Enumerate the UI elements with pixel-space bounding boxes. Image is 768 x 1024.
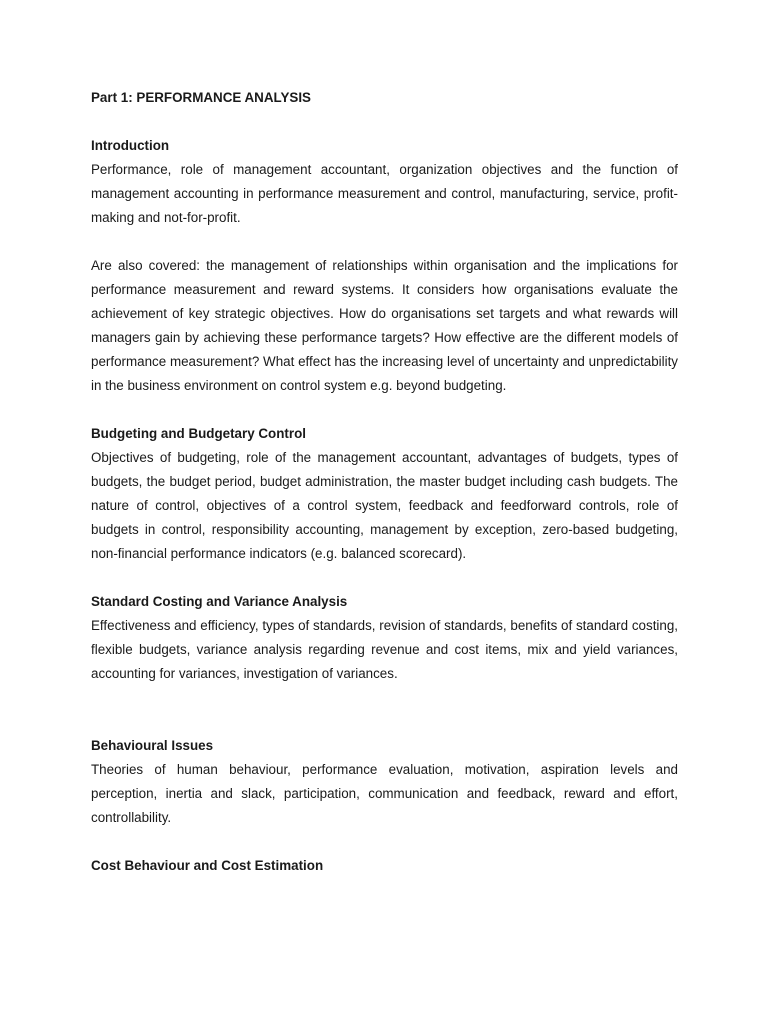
section-budgeting: [91, 422, 678, 566]
section-heading: Behavioural Issues: [91, 738, 214, 753]
section-cost-behaviour: [91, 854, 678, 878]
section-introduction: [91, 134, 678, 398]
section-heading: Cost Behaviour and Cost Estimation: [91, 858, 324, 873]
section-heading: Standard Costing and Variance Analysis: [91, 594, 348, 609]
section-standard-costing: [91, 590, 678, 686]
section-heading: Budgeting and Budgetary Control: [91, 426, 306, 441]
section-paragraph: Objectives of budgeting, role of the management accountant, advantages of budgets, types of budgets, the budget period, budget administration, the master budget including cash budgets. The nature of control, objectives of a control system, feedback and feedforward controls, role of budgets in control, responsibility accounting, management by exception, zero-based budgeting, non-financial performance indicators (e.g. balanced scorecard).: [91, 450, 678, 561]
section-heading: Introduction: [91, 138, 170, 153]
part-title: Part 1: PERFORMANCE ANALYSIS: [91, 90, 311, 105]
section-paragraph: Effectiveness and efficiency, types of standards, revision of standards, benefits of standard costing, flexible budgets, variance analysis regarding revenue and cost items, mix and yield variances, accounting for variances, investigation of variances.: [91, 618, 678, 681]
section-behavioural-issues: [91, 734, 678, 830]
section-paragraph: Theories of human behaviour, performance evaluation, motivation, aspiration levels and perception, inertia and slack, participation, communication and feedback, reward and effort, controllability.: [91, 762, 678, 825]
section-paragraph: Performance, role of management accountant, organization objectives and the function of management accounting in performance measurement and control, manufacturing, service, profit-making and not-for-profit.: [91, 162, 678, 225]
section-paragraph: Are also covered: the management of relationships within organisation and the implications for performance measurement and reward systems. It considers how organisations evaluate the achievement of key strategic objectives. How do organisations set targets and what rewards will managers gain by achieving these performance targets? How effective are the different models of performance measurement? What effect has the increasing level of uncertainty and unpredictability in the business environment on control system e.g. beyond budgeting.: [91, 258, 678, 393]
